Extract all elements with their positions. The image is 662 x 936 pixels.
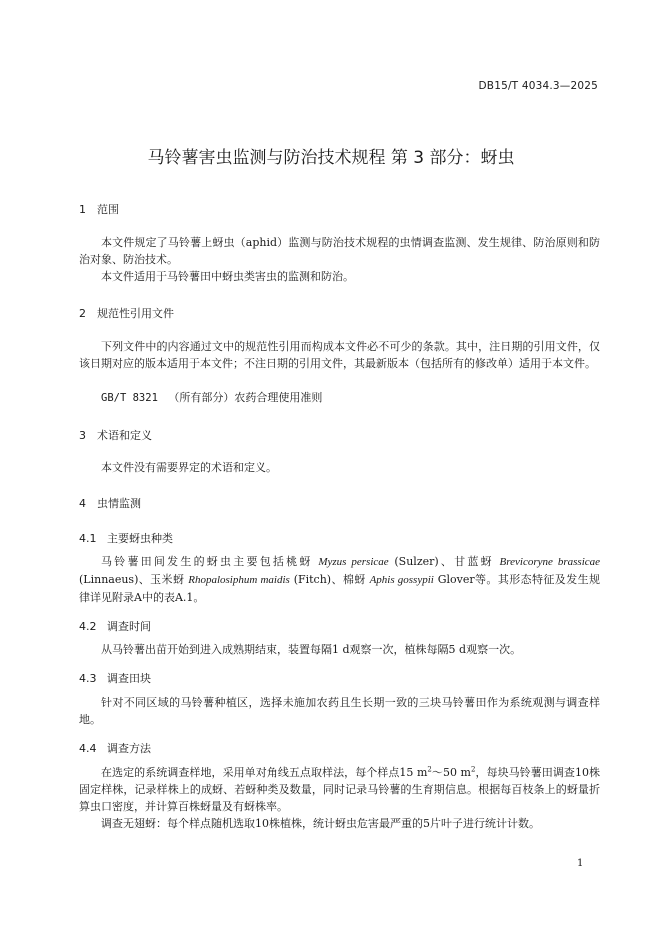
- text-run: ～50 m: [431, 766, 471, 779]
- section-number: 3: [79, 429, 86, 442]
- section-number: 4: [79, 497, 86, 510]
- section-4-heading: [79, 495, 141, 511]
- subsection-4-2-paragraph: 从马铃薯出苗开始到进入成熟期结束，装置每隔1 d观察一次，植株每隔5 d观察一次。: [101, 643, 522, 656]
- subsection-4-4-paragraph-2: 调查无翅蚜：每个样点随机选取10株植株，统计蚜虫危害最严重的5片叶子进行统计计数。: [101, 817, 540, 830]
- normative-reference: [79, 389, 600, 407]
- standard-code: DB15/T 4034.3—2025: [478, 80, 598, 92]
- subsection-4-2-heading: [79, 618, 151, 634]
- species-name: Rhopalosiphum maidis: [188, 574, 290, 586]
- subsection-4-4-heading: [79, 740, 151, 756]
- text-run: (Sulzer)、甘蓝蚜: [388, 555, 500, 568]
- species-name: Myzus persicae: [318, 556, 389, 568]
- section-1-paragraph-2: 本文件适用于马铃薯田中蚜虫类害虫的监测和防治。: [101, 270, 354, 283]
- text-run: ，每块马铃薯田调查10株固定样株，记录样株上的成蚜、若蚜种类及数量，同时记录马铃薯的生育期信息。根据每百枝条上的蚜量折算虫口密度，并计算百株蚜量及有蚜株率。: [79, 766, 600, 813]
- superscript: 2: [470, 765, 476, 774]
- subsection-title: 主要蚜虫种类: [107, 532, 173, 545]
- species-name: Brevicoryne brassicae: [499, 556, 601, 568]
- subsection-number: 4.1: [79, 532, 97, 545]
- subsection-4-3-heading: [79, 670, 151, 686]
- subsection-title: 调查方法: [107, 742, 151, 755]
- subsection-title: 调查田块: [107, 672, 151, 685]
- reference-title: （所有部分）农药合理使用准则: [168, 391, 323, 404]
- subsection-4-1-paragraph: [79, 553, 604, 606]
- section-3-paragraph-1: 本文件没有需要界定的术语和定义。: [101, 461, 277, 474]
- section-3-heading: [79, 427, 152, 443]
- subsection-number: 4.4: [79, 742, 97, 755]
- section-title: 术语和定义: [97, 429, 152, 442]
- section-title: 规范性引用文件: [97, 307, 174, 320]
- subsection-number: 4.2: [79, 620, 97, 633]
- text-run: (Linnaeus)、玉米蚜: [79, 555, 604, 586]
- section-number: 2: [79, 307, 86, 320]
- text-run: (Fitch)、棉蚜: [289, 573, 370, 586]
- subsection-4-3-paragraph: 针对不同区域的马铃薯种植区，选择未施加农药且生长期一致的三块马铃薯田作为系统观测与调查样地。: [79, 696, 600, 726]
- section-number: 1: [79, 203, 86, 216]
- subsection-number: 4.3: [79, 672, 97, 685]
- section-title: 范围: [97, 203, 119, 216]
- subsection-title: 调查时间: [107, 620, 151, 633]
- section-2-paragraph-1: 下列文件中的内容通过文中的规范性引用而构成本文件必不可少的条款。其中，注日期的引用文件，仅该日期对应的版本适用于本文件；不注日期的引用文件，其最新版本（包括所有的修改单）适用于本文件。: [79, 340, 600, 370]
- subsection-4-1-heading: [79, 530, 173, 546]
- document-title: 马铃薯害虫监测与防治技术规程 第 3 部分：蚜虫: [147, 148, 515, 168]
- text-run: 在选定的系统调查样地，采用单对角线五点取样法，每个样点15 m: [101, 766, 428, 779]
- subsection-4-4-paragraph-1: [79, 764, 600, 815]
- page-number: 1: [577, 858, 584, 869]
- species-name: Aphis gossypii: [369, 574, 434, 586]
- section-1-heading: [79, 201, 119, 217]
- section-title: 虫情监测: [97, 497, 141, 510]
- text-run: 马铃薯田间发生的蚜虫主要包括桃蚜: [101, 555, 319, 568]
- reference-code: GB/T 8321: [101, 392, 158, 404]
- text-run: Glover等。其形态特征及发生规律详见附录A中的表A.1。: [79, 573, 600, 604]
- section-2-heading: [79, 305, 174, 321]
- superscript: 2: [427, 765, 432, 774]
- section-1-paragraph-1: 本文件规定了马铃薯上蚜虫（aphid）监测与防治技术规程的虫情调查监测、发生规律、防治原则和防治对象、防治技术。: [79, 236, 600, 266]
